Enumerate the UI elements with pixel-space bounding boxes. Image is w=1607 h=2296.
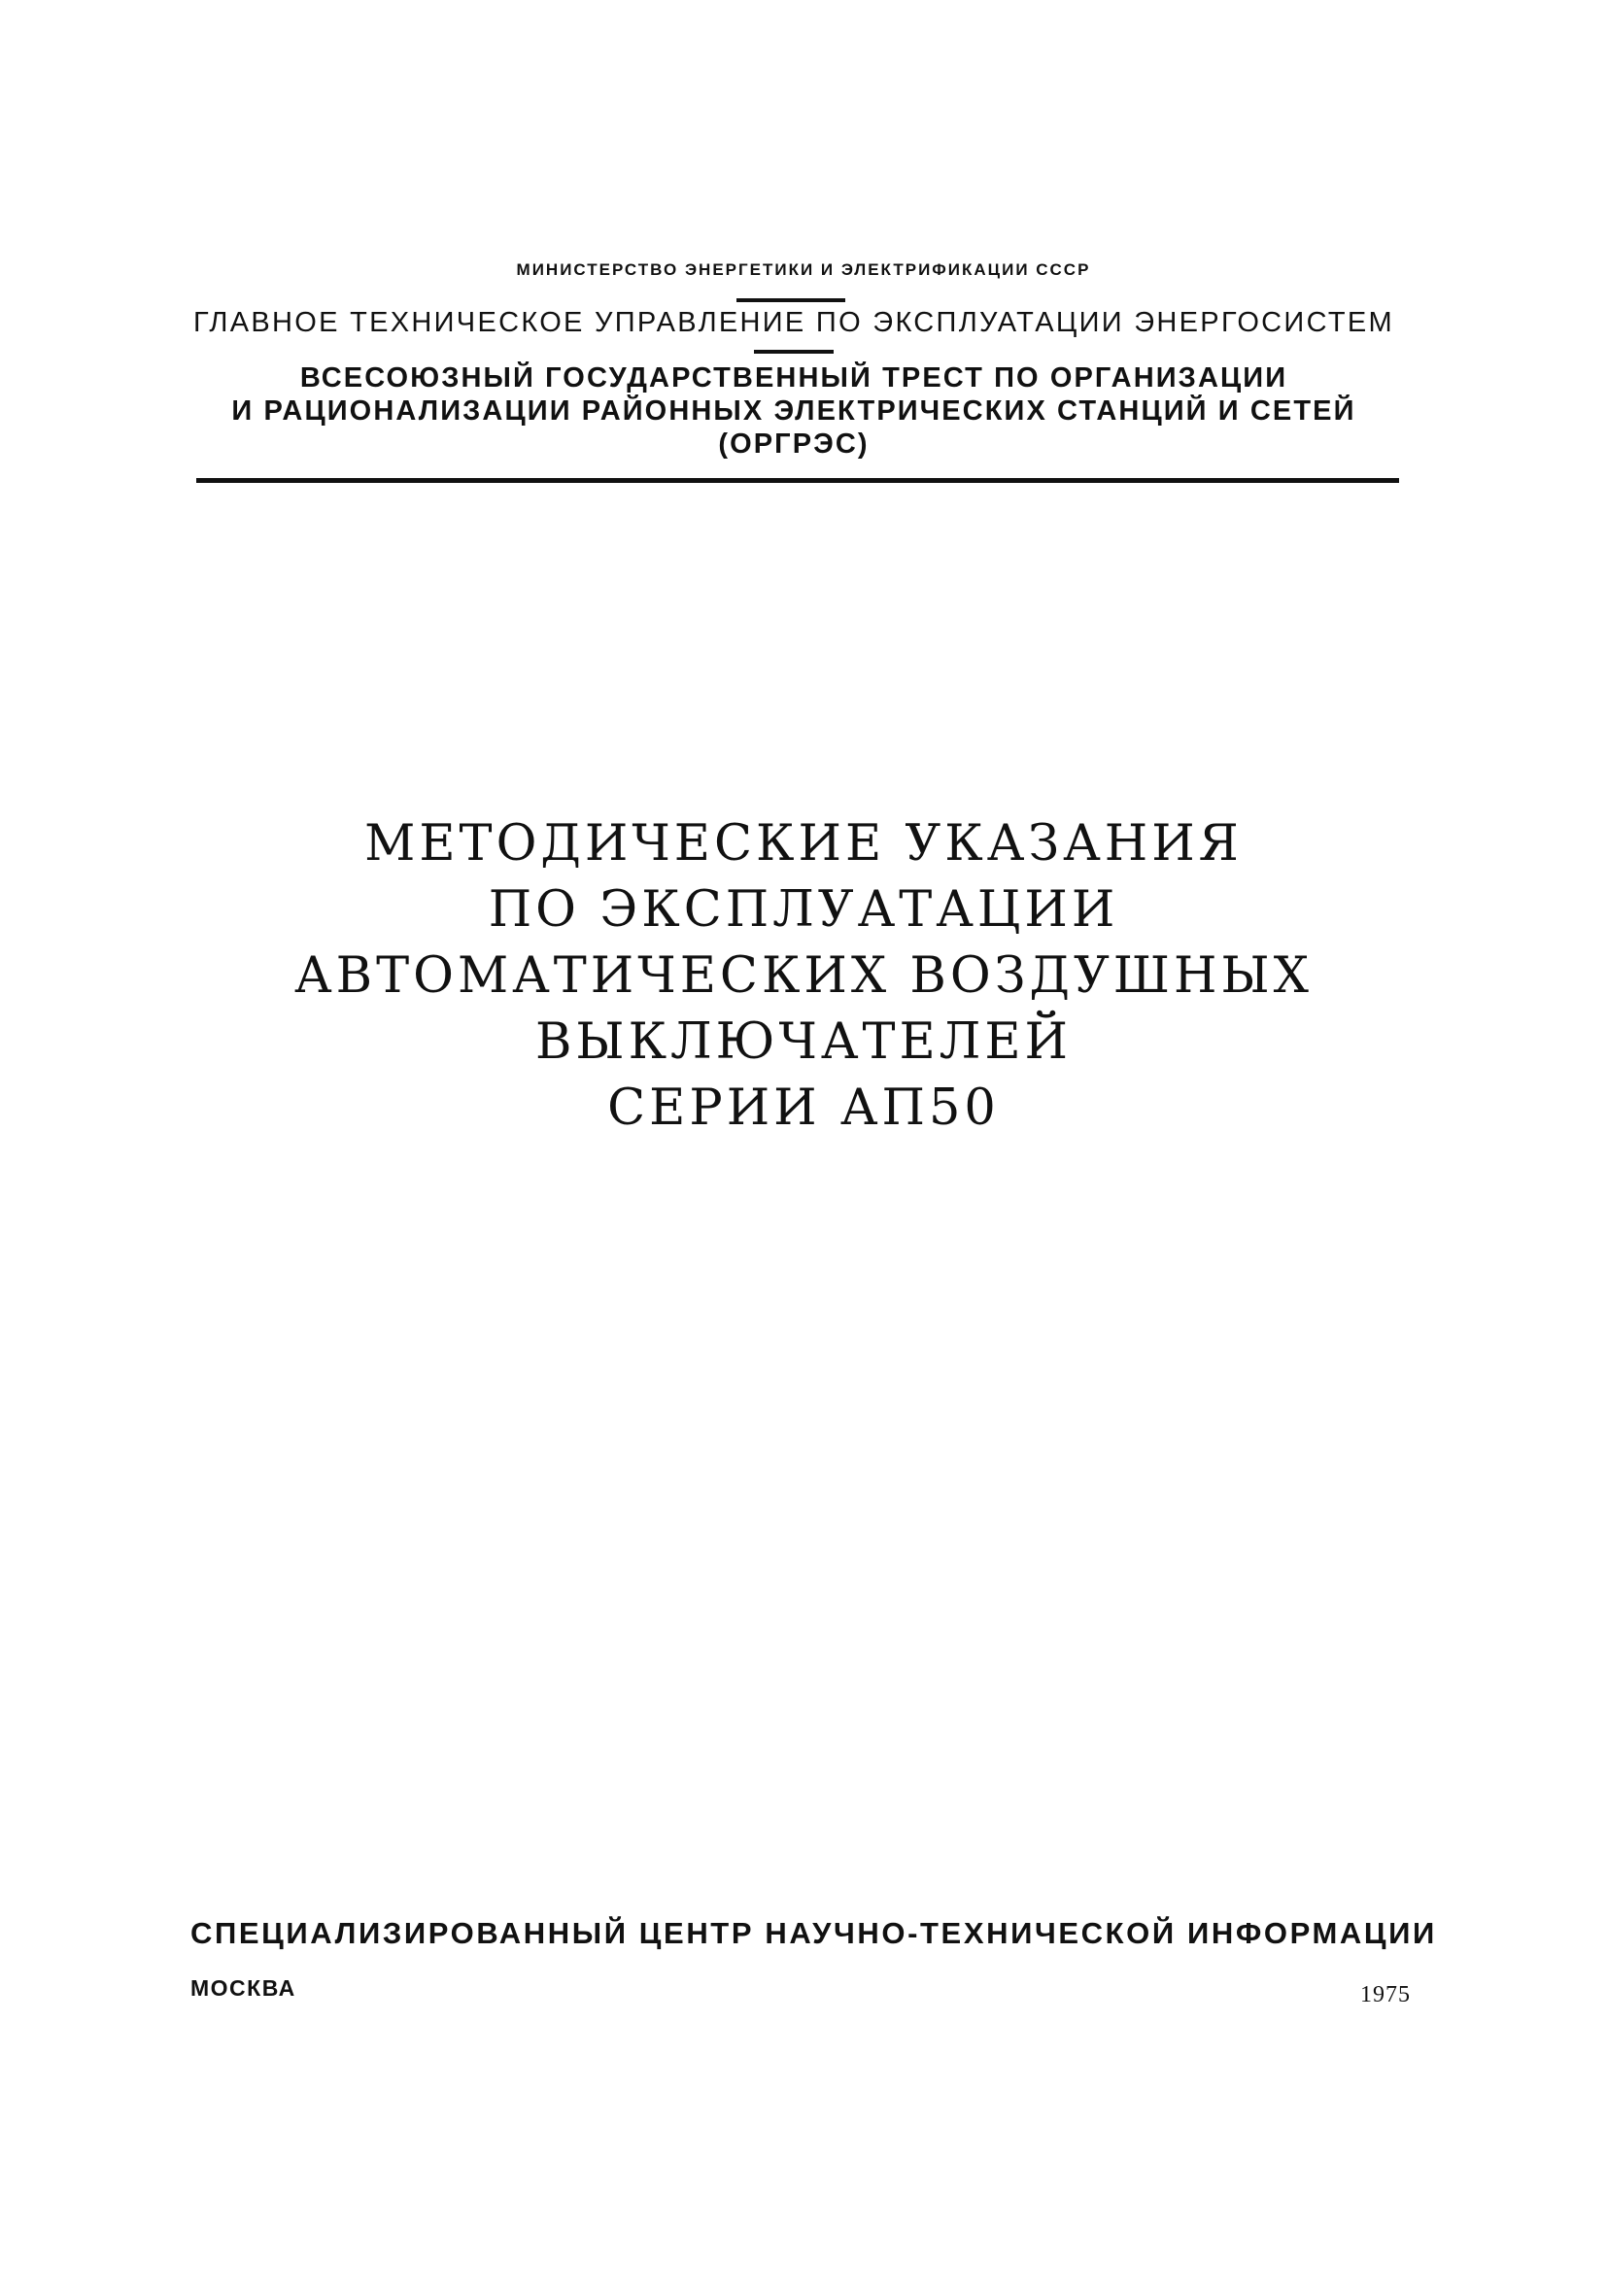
trust-name [185, 361, 1403, 461]
publication-city: МОСКВА [190, 1975, 296, 2001]
ministry-name: МИНИСТЕРСТВО ЭНЕРГЕТИКИ И ЭЛЕКТРИФИКАЦИИ СССР [516, 260, 1091, 279]
trust-name-line: И РАЦИОНАЛИЗАЦИИ РАЙОННЫХ ЭЛЕКТРИЧЕСКИХ СТАНЦИЙ И СЕТЕЙ [231, 395, 1356, 427]
title-line: СЕРИИ АП50 [607, 1079, 1000, 1137]
title-line: АВТОМАТИЧЕСКИХ ВОЗДУШНЫХ [294, 947, 1313, 1005]
title-line: ПО ЭКСПЛУАТАЦИИ [488, 881, 1119, 939]
header-mark-line [736, 298, 845, 302]
header-mark-line [754, 350, 834, 354]
title-line: МЕТОДИЧЕСКИЕ УКАЗАНИЯ [364, 815, 1243, 873]
trust-abbreviation: (ОРГРЭС) [718, 428, 870, 460]
title-line: ВЫКЛЮЧАТЕЛЕЙ [534, 1013, 1073, 1071]
publication-year: 1975 [1360, 1982, 1411, 2007]
trust-name-line: ВСЕСОЮЗНЫЙ ГОСУДАРСТВЕННЫЙ ТРЕСТ ПО ОРГАНИЗАЦИИ [299, 362, 1288, 394]
directorate-name: ГЛАВНОЕ ТЕХНИЧЕСКОЕ УПРАВЛЕНИЕ ПО ЭКСПЛУАТАЦИИ ЭНЕРГОСИСТЕМ [193, 307, 1394, 338]
publisher-name: СПЕЦИАЛИЗИРОВАННЫЙ ЦЕНТР НАУЧНО-ТЕХНИЧЕСКОЙ ИНФОРМАЦИИ [190, 1916, 1437, 1950]
header-divider [196, 478, 1399, 483]
document-title [0, 811, 1607, 1142]
